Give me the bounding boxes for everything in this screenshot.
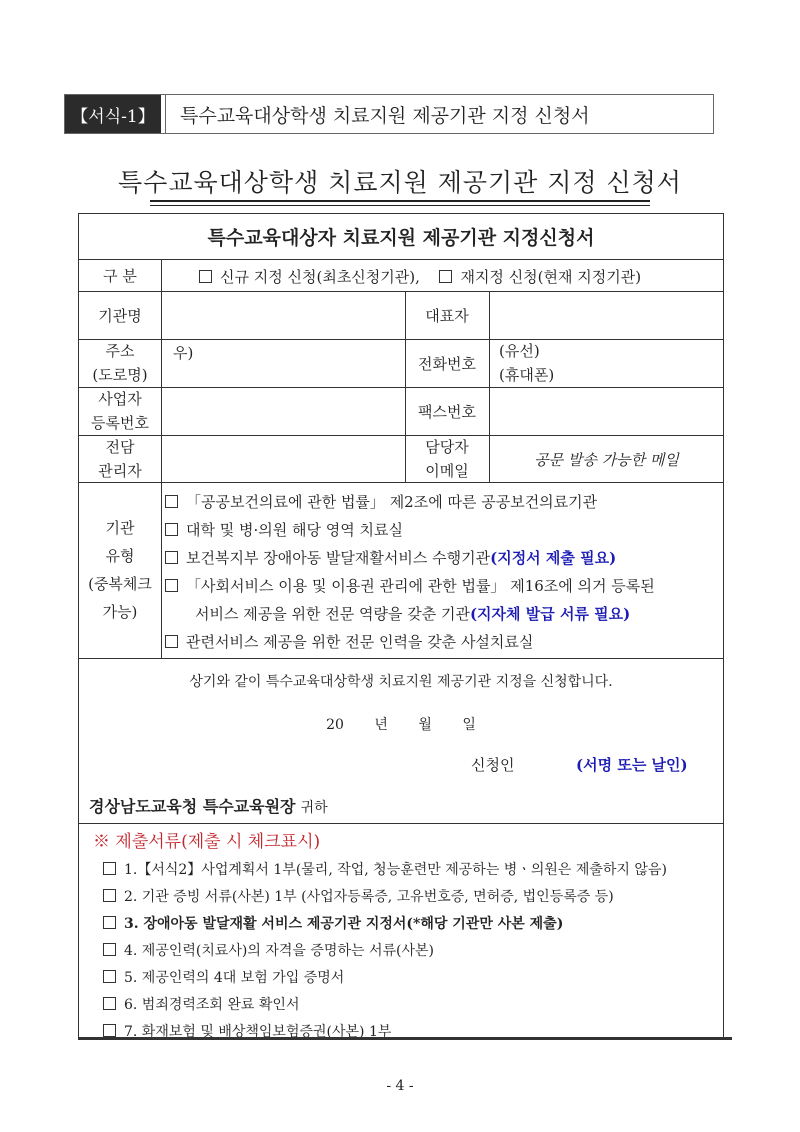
checkbox[interactable] — [103, 862, 116, 875]
required-note: (지정서 제출 필요) — [490, 549, 617, 567]
business-reg-label: 사업자 등록번호 — [91, 390, 149, 432]
recipient-suffix: 귀하 — [300, 800, 328, 816]
category-label: 구 분 — [103, 266, 137, 285]
checkbox[interactable] — [165, 579, 178, 592]
institution-type-label: 기관 유형 (중복체크 가능) — [88, 519, 152, 621]
checkbox[interactable] — [103, 889, 116, 902]
form-header-box — [64, 94, 714, 134]
application-form — [78, 213, 724, 1039]
header-title: 특수교육대상학생 치료지원 제공기관 지정 신청서 — [165, 95, 713, 133]
checkbox[interactable] — [103, 1024, 116, 1037]
document-item-5[interactable]: 5. 제공인력의 4대 보험 가입 증명서 — [103, 967, 344, 987]
representative-field[interactable] — [490, 292, 723, 339]
checkbox[interactable] — [103, 970, 116, 983]
manager-label: 전담 관리자 — [98, 437, 142, 480]
business-reg-field[interactable] — [162, 388, 405, 435]
document-item-6[interactable]: 6. 범죄경력조회 완료 확인서 — [103, 994, 299, 1014]
signature-field[interactable]: (서명 또는 날인) — [576, 756, 688, 774]
institution-type-option-2[interactable]: 대학 및 병·의원 해당 영역 치료실 — [165, 519, 403, 540]
institution-type-option-4-continued: 서비스 제공을 위한 전문 역량을 갖춘 기관(지자체 발급 서류 필요) — [195, 605, 631, 623]
document-item-4[interactable]: 4. 제공인력(치료사)의 자격을 증명하는 서류(사본) — [103, 940, 434, 960]
institution-type-option-3[interactable]: 보건복지부 장애아동 발달재활서비스 수행기관(지정서 제출 필요) — [165, 547, 616, 568]
page-number: - 4 - — [386, 1078, 414, 1094]
document-title: 특수교육대상학생 치료지원 제공기관 지정 신청서 — [118, 168, 682, 197]
phone-field[interactable] — [499, 339, 719, 387]
institution-type-option-1[interactable]: 「공공보건의료에 관한 법률」 제2조에 따른 공공보건의료기관 — [165, 491, 597, 512]
institution-name-field[interactable] — [162, 292, 405, 339]
checkbox[interactable] — [165, 523, 178, 536]
title-underline-thin — [150, 205, 650, 206]
application-statement: 상기와 같이 특수교육대상학생 치료지원 제공기관 지정을 신청합니다. — [189, 674, 613, 690]
form-heading: 특수교육대상자 치료지원 제공기관 지정신청서 — [207, 227, 595, 249]
applicant-line — [471, 754, 688, 775]
form-bottom-rule — [78, 1037, 732, 1040]
checkbox[interactable] — [103, 943, 116, 956]
application-date: 20 년 월 일 — [326, 717, 476, 733]
checkbox[interactable] — [165, 495, 178, 508]
renewal-checkbox[interactable] — [439, 270, 452, 283]
renewal-label: 재지정 신청(현재 지정기관) — [460, 268, 642, 286]
document-item-3[interactable]: 3. 장애아동 발달재활 서비스 제공기관 지정서(*해당 기관만 사본 제출) — [103, 913, 563, 933]
phone-mobile-label: (휴대폰) — [499, 366, 555, 384]
fax-field[interactable] — [490, 388, 723, 435]
new-application-checkbox[interactable] — [199, 270, 212, 283]
address-field[interactable]: 우) — [173, 344, 194, 362]
checkbox[interactable] — [103, 997, 116, 1010]
recipient-line — [89, 794, 328, 817]
fax-label: 팩스번호 — [418, 402, 476, 421]
contact-email-field[interactable]: 공문 발송 가능한 메일 — [534, 450, 679, 469]
title-underline — [150, 200, 650, 202]
phone-landline-label: (유선) — [499, 342, 540, 360]
representative-label: 대표자 — [425, 306, 469, 325]
new-application-label: 신규 지정 신청(최초신청기관), — [220, 268, 420, 286]
applicant-label: 신청인 — [471, 756, 515, 774]
document-item-1[interactable]: 1.【서식2】사업계획서 1부(물리, 작업, 청능훈련만 제공하는 병ㆍ의원은 제출하지 않음) — [103, 859, 667, 879]
recipient-name: 경상남도교육청 특수교육원장 — [89, 797, 296, 816]
checkbox[interactable] — [165, 635, 178, 648]
institution-type-option-5[interactable]: 관련서비스 제공을 위한 전문 인력을 갖춘 사설치료실 — [165, 631, 533, 652]
address-label: 주소 (도로명) — [92, 342, 148, 384]
required-note: (지자체 발급 서류 필요) — [469, 605, 631, 623]
phone-label: 전화번호 — [418, 354, 476, 373]
institution-name-label: 기관명 — [98, 306, 142, 325]
manager-field[interactable] — [162, 436, 405, 482]
institution-type-option-4[interactable]: 「사회서비스 이용 및 이용권 관리에 관한 법률」 제16조에 의거 등록된 — [165, 575, 655, 596]
document-item-7[interactable]: 7. 화재보험 및 배상책임보험증권(사본) 1부 — [103, 1021, 391, 1041]
contact-email-label: 담당자 이메일 — [425, 437, 469, 480]
documents-title: ※ 제출서류(제출 시 체크표시) — [93, 832, 321, 852]
form-number-label: 【서식-1】 — [65, 95, 161, 133]
checkbox[interactable] — [165, 551, 178, 564]
checkbox[interactable] — [103, 916, 116, 929]
document-item-2[interactable]: 2. 기관 증빙 서류(사본) 1부 (사업자등록증, 고유번호증, 면허증, 법인등록증 등) — [103, 886, 614, 906]
